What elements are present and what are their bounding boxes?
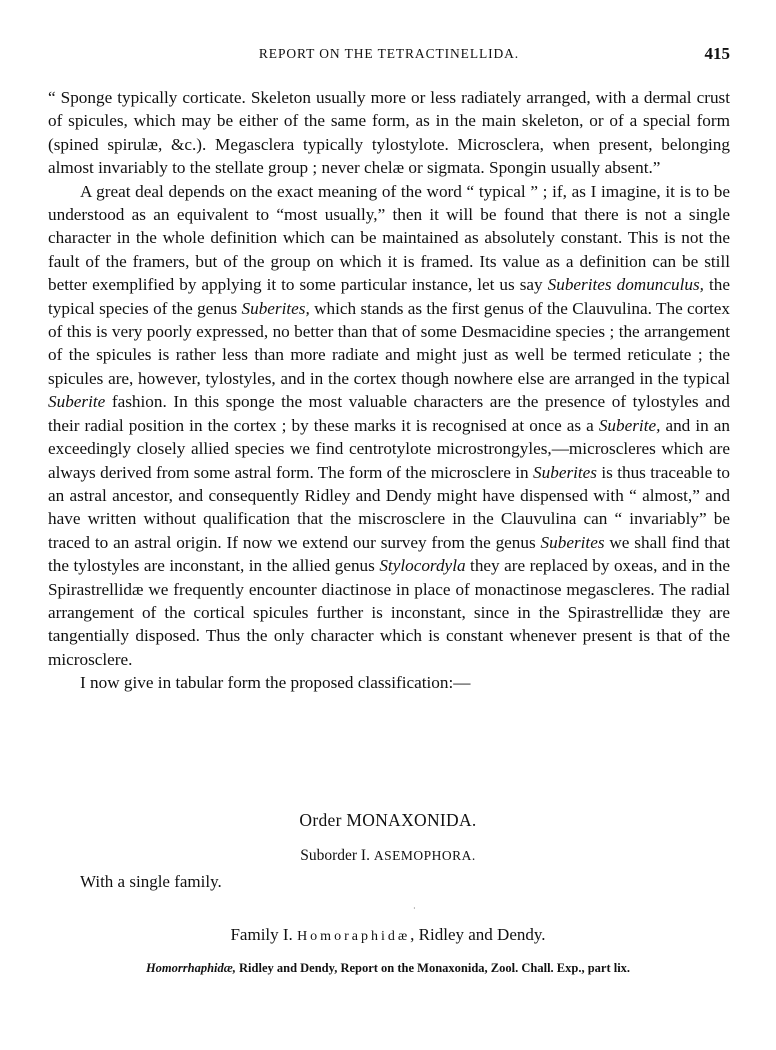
family-heading	[0, 925, 776, 945]
text-run: which stands as the first genus of the Clauvulina. The cortex of this is very poorly expressed, no better than that of some Desmacidine species ; the arrangement of the spicules is rather less than more radiate and might just as well be termed reticulate ; the spicules are, however, tylostyles, and in the cortex though nowhere else are arranged in the typical	[48, 298, 730, 388]
page-header	[48, 44, 730, 68]
genus-name: Suberites	[540, 532, 605, 552]
text-run: and in an exceedingly closely allied species we find centrotylote microstrongyles,—microscleres which are always derived from some astral form. The form of the microsclere in	[48, 415, 730, 482]
text-run: the typical species of the genus	[48, 275, 730, 318]
species-name: Suberites domunculus,	[547, 275, 704, 295]
family-citation	[0, 961, 776, 976]
family-suffix: , Ridley and Dendy.	[410, 925, 546, 944]
genus-name: Suberite,	[598, 415, 661, 435]
genus-name: Suberite	[48, 392, 106, 412]
genus-name: Suberites	[533, 462, 597, 482]
page-number: 415	[704, 44, 730, 63]
text-run: we shall find that the tylostyles are inconstant, in the allied genus	[48, 532, 730, 576]
text-run: fashion. In this sponge the most valuable characters are the presence of tylostyles and their radial position in the cortex ; by these marks it is recognised at once as a	[48, 392, 730, 435]
genus-name: Stylocordyla	[379, 556, 466, 576]
text-run: is thus traceable to an astral ancestor, and consequently Ridley and Dendy might have dispensed with “ almost,” and have written without qualification that the miscrosclere in the Clauvulina can “ invariably” be traced to an astral origin. If now we extend our survey from the genus	[48, 462, 730, 552]
genus-name: Suberites,	[241, 298, 310, 318]
suborder-name: ASEMOPHORA.	[373, 848, 476, 863]
text-run: A great deal depends on the exact meaning of the word “ typical ” ; if, as I imagine, it is to be understood as an equivalent to “most usually,” then it will be found that there is not a single character in the whole definition which can be maintained as absolutely constant. This is not the fault of the framers, but of the group on which it is framed. Its value as a definition can be still better exemplified by applying it to some particular instance, let us say	[48, 181, 730, 295]
definition-quote: “ Sponge typically corticate. Skeleton usually more or less radiately arranged, with a dermal crust of spicules, which may be either of the same form, as in the main skeleton, or of a special form (spined spirulæ, &c.). Megasclera typically tylostylote. Microsclera, when present, belonging almost invariably to the stellate group ; never chelæ or sigmata. Spongin usually absent.”	[48, 88, 730, 178]
intro-paragraph: I now give in tabular form the proposed classification:—	[80, 673, 471, 693]
stray-mark: ·	[413, 904, 416, 913]
running-title: REPORT ON THE TETRACTINELLIDA.	[258, 46, 520, 61]
family-prefix: Family I.	[230, 925, 298, 944]
order-heading: Order MONAXONIDA.	[299, 810, 477, 830]
body-text	[48, 86, 730, 695]
citation-rest: Ridley and Dendy, Report on the Monaxonida, Zool. Chall. Exp., part lix.	[235, 961, 631, 975]
suborder-prefix: Suborder I.	[300, 847, 374, 864]
family-name: Homoraphidæ	[297, 929, 411, 944]
family-note: With a single family.	[80, 872, 222, 891]
suborder-heading	[0, 847, 776, 865]
text-run: they are replaced by oxeas, and in the Spirastrellidæ we frequently encounter diactinose in place of monactinose megascleres. The radial arrangement of the cortical spicules further is inconstant, since in the Spirastrellidæ they are tangentially disposed. Thus the only character which is constant whenever present is that of the microsclere.	[48, 556, 731, 669]
discussion-paragraph	[48, 180, 730, 672]
citation-taxon: Homorrhaphidæ,	[145, 961, 236, 975]
